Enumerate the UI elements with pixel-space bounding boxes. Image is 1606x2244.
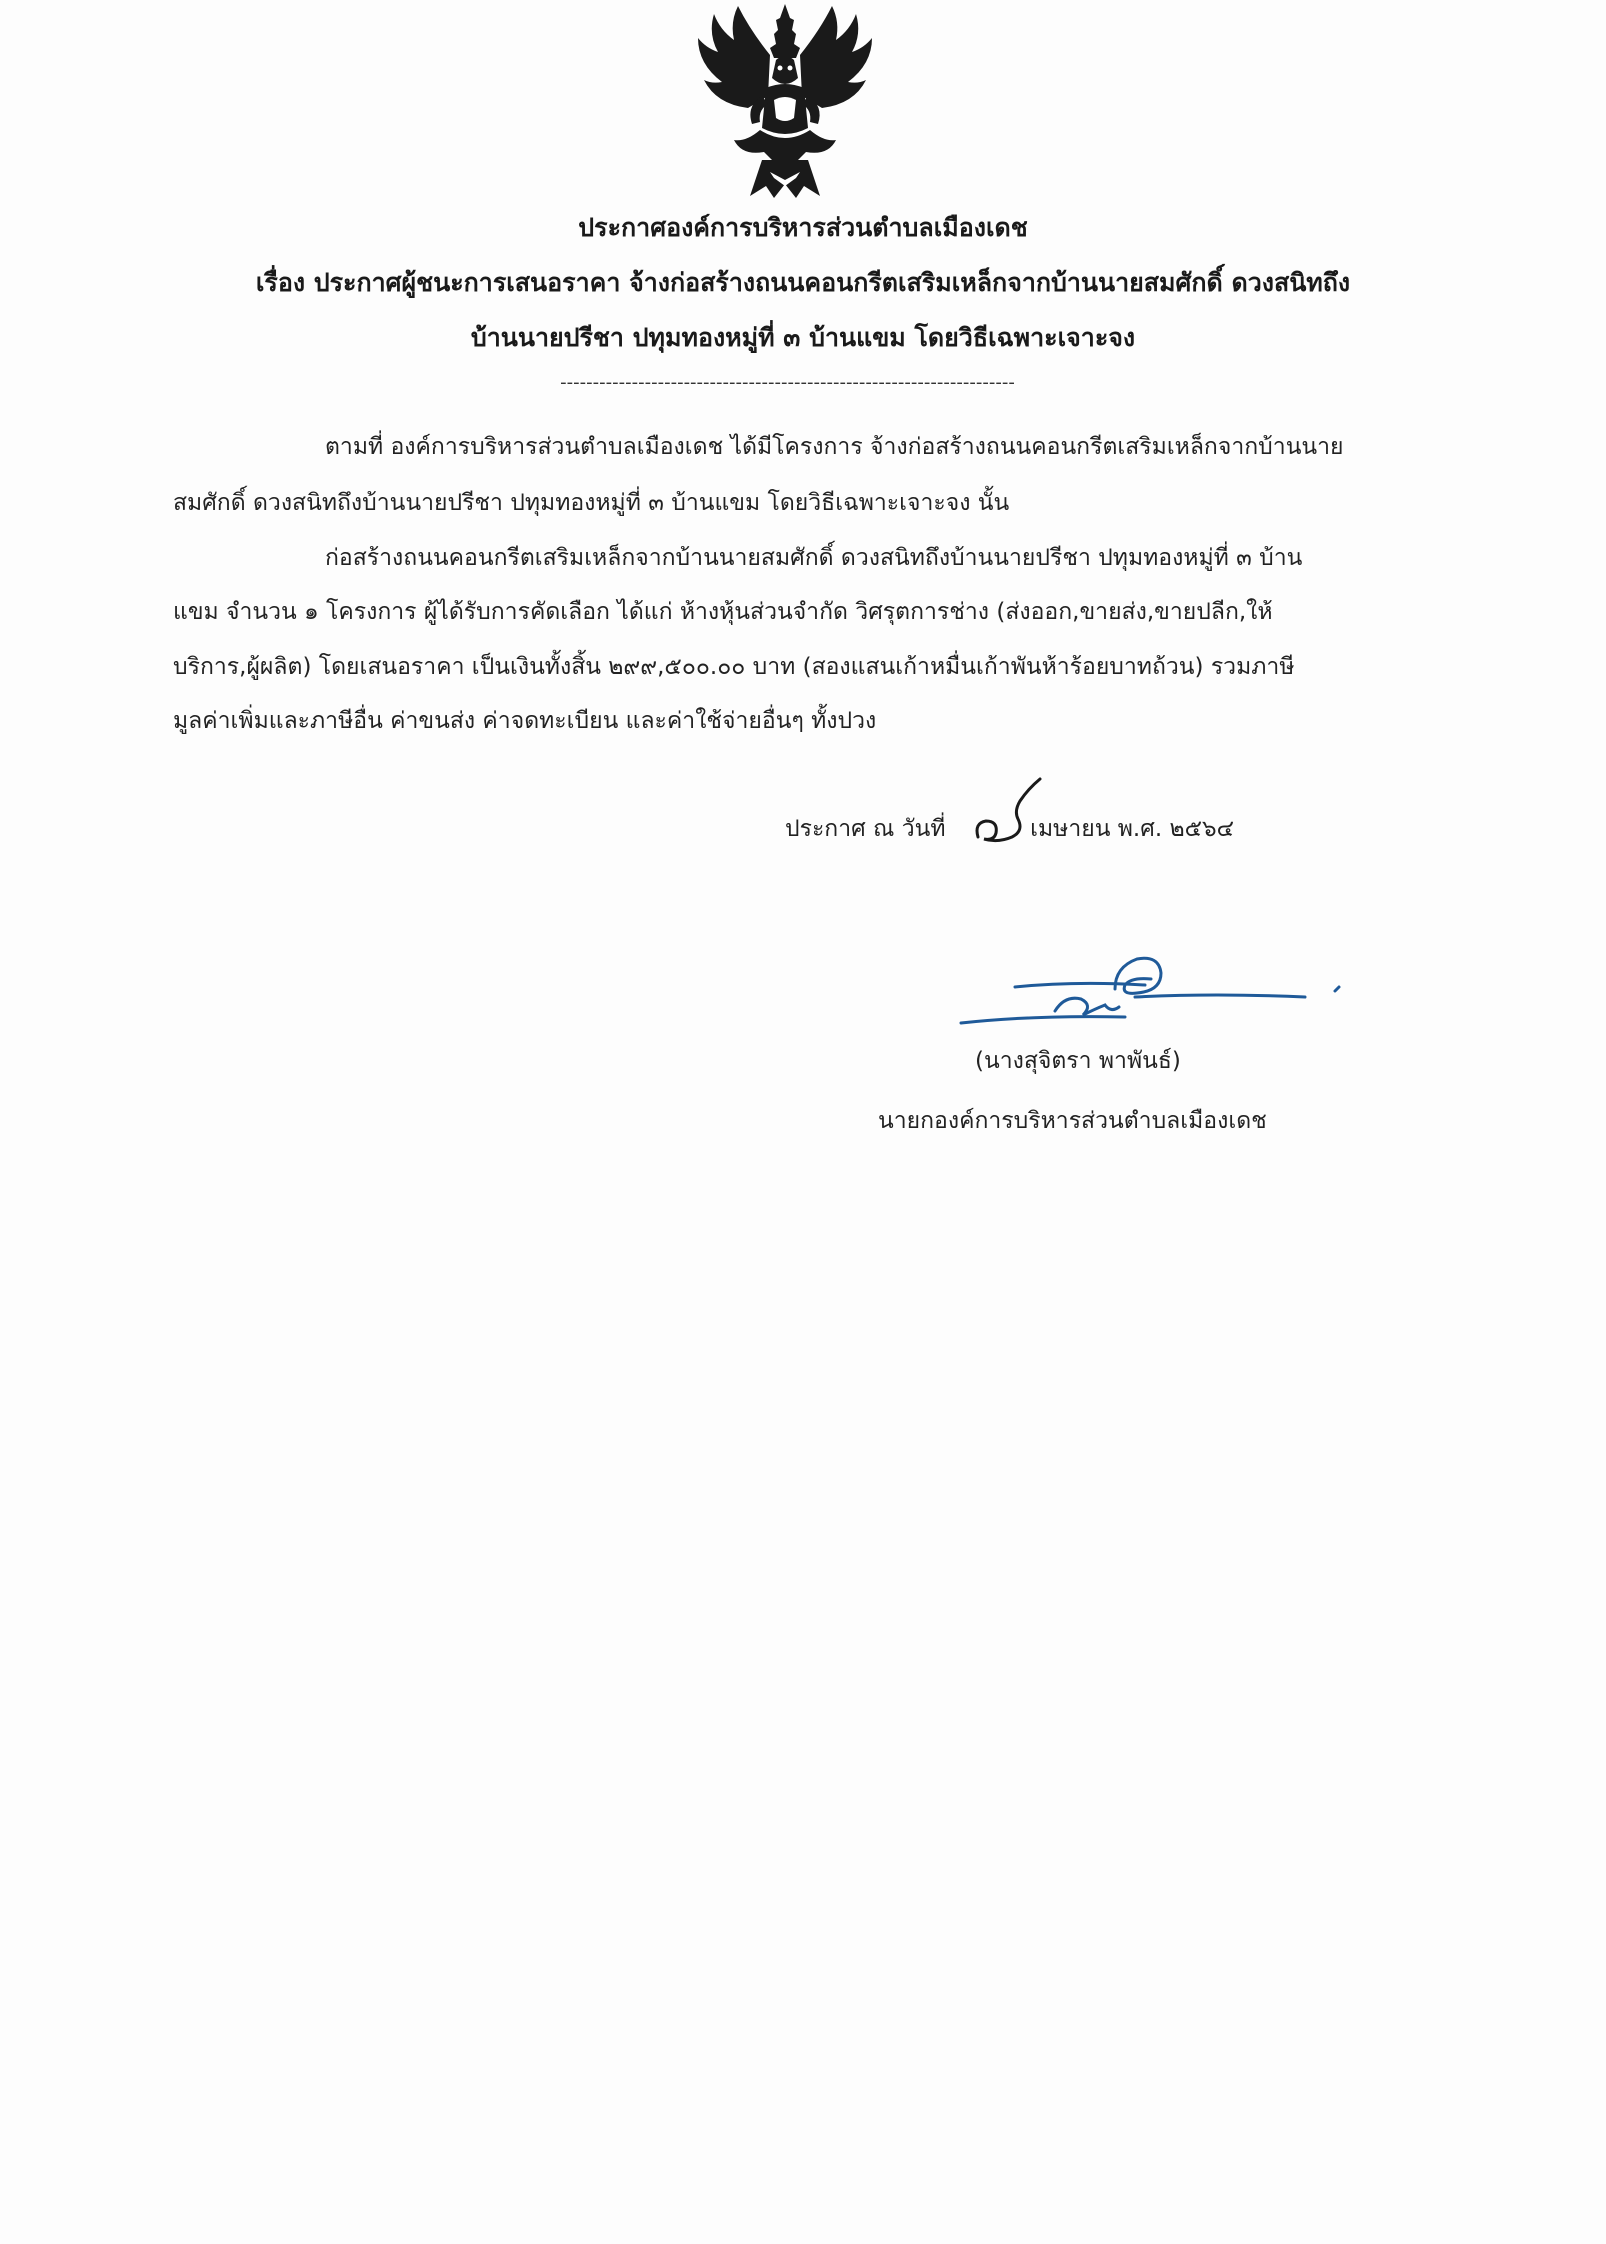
signer-title: นายกองค์การบริหารส่วนตำบลเมืองเดช [878,1108,1267,1134]
garuda-emblem-icon [690,0,880,200]
date-suffix: เมษายน พ.ศ. ๒๕๖๔ [1030,816,1235,842]
paragraph-2-line-2: แขม จำนวน ๑ โครงการ ผู้ได้รับการคัดเลือก ได้แก่ ห้างหุ้นส่วนจำกัด วิศรุตการช่าง (ส่งออก,ขายส่ง,ขายปลีก,ให้ [173,599,1273,625]
paragraph-1-line-1: ตามที่ องค์การบริหารส่วนตำบลเมืองเดช ได้มีโครงการ จ้างก่อสร้างถนนคอนกรีตเสริมเหล็กจากบ้านนาย [325,434,1344,460]
date-prefix: ประกาศ ณ วันที่ [785,816,946,842]
announcement-subject-continued: บ้านนายปรีชา ปทุมทองหมู่ที่ ๓ บ้านแขม โดยวิธีเฉพาะเจาะจง [470,323,1136,352]
header-divider: ---------------------------------------------------------------------- [560,372,1015,393]
paragraph-1-line-2: สมศักดิ์ ดวงสนิทถึงบ้านนายปรีชา ปทุมทองหมู่ที่ ๓ บ้านแขม โดยวิธีเฉพาะเจาะจง นั้น [173,490,1010,516]
paragraph-2-line-4: มูลค่าเพิ่มและภาษีอื่น ค่าขนส่ง ค่าจดทะเบียน และค่าใช้จ่ายอื่นๆ ทั้งปวง [173,708,877,734]
paragraph-2-line-1: ก่อสร้างถนนคอนกรีตเสริมเหล็กจากบ้านนายสมศักดิ์ ดวงสนิทถึงบ้านนายปรีชา ปทุมทองหมู่ที่ ๓ บ้าน [325,545,1303,571]
signature-icon [955,945,1350,1030]
announcement-title: ประกาศองค์การบริหารส่วนตำบลเมืองเดช [578,213,1028,242]
handwritten-day-icon [968,775,1048,855]
signer-name: (นางสุจิตรา พาพันธ์) [975,1048,1181,1074]
paragraph-2-line-3: บริการ,ผู้ผลิต) โดยเสนอราคา เป็นเงินทั้งสิ้น ๒๙๙,๕๐๐.๐๐ บาท (สองแสนเก้าหมื่นเก้าพันห้าร้อยบาทถ้วน) รวมภาษี [173,654,1295,680]
announcement-subject: เรื่อง ประกาศผู้ชนะการเสนอราคา จ้างก่อสร้างถนนคอนกรีตเสริมเหล็กจากบ้านนายสมศักดิ์ ดวงสนิทถึง [255,268,1351,297]
